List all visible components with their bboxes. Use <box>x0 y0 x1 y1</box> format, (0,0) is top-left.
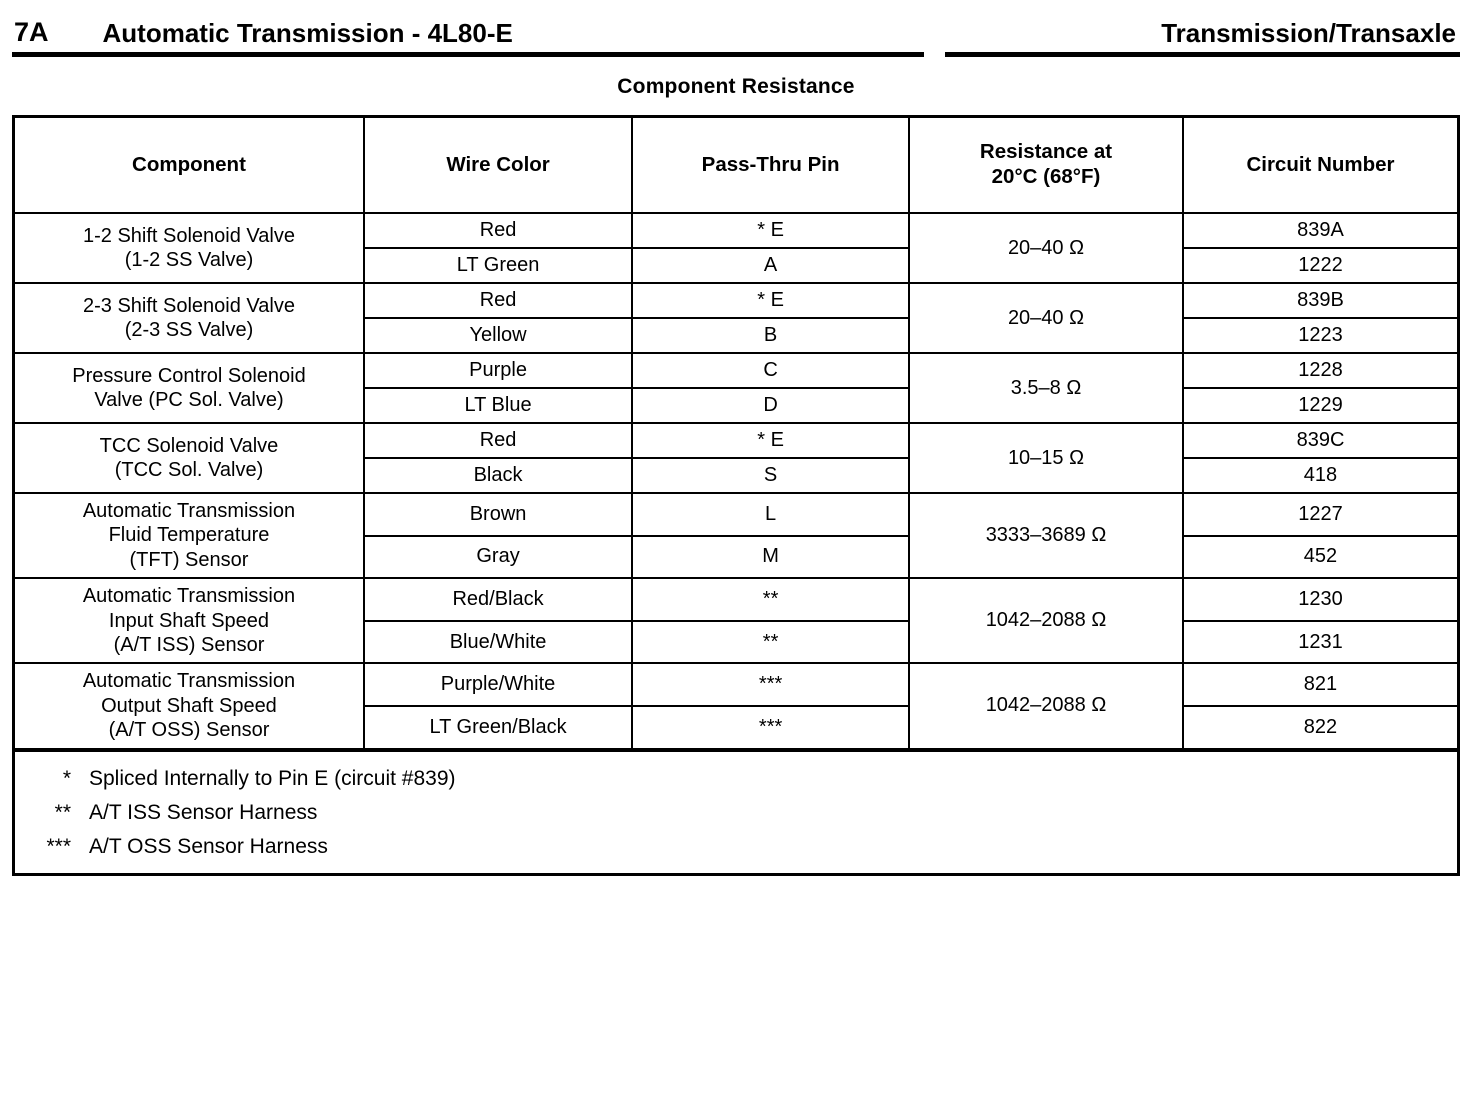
cell-component <box>15 578 364 663</box>
cell-resistance: 1042–2088 Ω <box>909 663 1183 748</box>
cell-circuit: 1229 <box>1183 388 1457 423</box>
column-header-component: Component <box>15 118 364 213</box>
column-header-wire-color: Wire Color <box>364 118 632 213</box>
component-line3: (A/T OSS) Sensor <box>108 719 270 742</box>
cell-pin: D <box>632 388 909 423</box>
component-line2: (TCC Sol. Valve) <box>114 459 264 481</box>
page-header <box>0 0 1472 46</box>
table-row <box>15 283 1457 318</box>
column-header-pass-thru-pin: Pass-Thru Pin <box>632 118 909 213</box>
cell-component <box>15 423 364 493</box>
cell-resistance: 3333–3689 Ω <box>909 493 1183 578</box>
cell-component <box>15 663 364 748</box>
footnote-text: A/T OSS Sensor Harness <box>89 835 328 859</box>
cell-wire-color: Gray <box>364 536 632 579</box>
cell-pin: * E <box>632 423 909 458</box>
cell-resistance: 20–40 Ω <box>909 213 1183 283</box>
table-row <box>15 423 1457 458</box>
cell-pin: A <box>632 248 909 283</box>
header-rule-gap <box>924 52 944 57</box>
cell-resistance: 3.5–8 Ω <box>909 353 1183 423</box>
cell-circuit: 839A <box>1183 213 1457 248</box>
footnote-mark: *** <box>46 835 71 859</box>
header-rule-right <box>945 52 1461 57</box>
footnotes <box>15 750 1457 873</box>
footnote-item <box>15 830 1457 864</box>
cell-wire-color: Red/Black <box>364 578 632 621</box>
resistance-header-line1: Resistance at <box>979 140 1113 164</box>
cell-circuit: 1222 <box>1183 248 1457 283</box>
cell-resistance: 20–40 Ω <box>909 283 1183 353</box>
table-row <box>15 663 1457 706</box>
component-line2: Valve (PC Sol. Valve) <box>94 389 284 411</box>
cell-circuit: 822 <box>1183 706 1457 749</box>
cell-wire-color: LT Green/Black <box>364 706 632 749</box>
cell-wire-color: LT Green <box>364 248 632 283</box>
cell-circuit: 821 <box>1183 663 1457 706</box>
component-line2: Fluid Temperature <box>108 524 270 547</box>
cell-circuit: 452 <box>1183 536 1457 579</box>
cell-component <box>15 353 364 423</box>
table-row <box>15 213 1457 248</box>
cell-pin: ** <box>632 621 909 664</box>
component-resistance-table <box>12 115 1460 876</box>
component-line3: (TFT) Sensor <box>129 548 249 571</box>
footnote-mark: * <box>62 766 71 790</box>
resistance-header-line2: 20°C (68°F) <box>991 165 1101 188</box>
cell-component <box>15 493 364 578</box>
footnote-mark: ** <box>54 800 71 824</box>
cell-component <box>15 213 364 283</box>
component-line2: Output Shaft Speed <box>101 694 277 717</box>
column-header-circuit-number: Circuit Number <box>1183 118 1457 213</box>
component-line1: Automatic Transmission <box>82 585 296 608</box>
cell-wire-color: Red <box>364 213 632 248</box>
cell-circuit: 418 <box>1183 458 1457 493</box>
cell-circuit: 839B <box>1183 283 1457 318</box>
component-line1: 2-3 Shift Solenoid Valve <box>82 294 295 317</box>
cell-wire-color: Blue/White <box>364 621 632 664</box>
table-row <box>15 578 1457 621</box>
cell-wire-color: Red <box>364 283 632 318</box>
page-title: Automatic Transmission - 4L80-E <box>102 18 513 48</box>
component-line1: TCC Solenoid Valve <box>99 434 279 457</box>
footnote-text: Spliced Internally to Pin E (circuit #839) <box>89 766 456 790</box>
cell-circuit: 1223 <box>1183 318 1457 353</box>
component-line1: Pressure Control Solenoid <box>72 364 306 387</box>
component-line2: (1-2 SS Valve) <box>124 249 254 271</box>
cell-circuit: 839C <box>1183 423 1457 458</box>
component-line2: (2-3 SS Valve) <box>124 319 254 341</box>
footnote-item <box>15 762 1457 796</box>
cell-wire-color: LT Blue <box>364 388 632 423</box>
cell-wire-color: Black <box>364 458 632 493</box>
footnote-text: A/T ISS Sensor Harness <box>89 800 318 824</box>
header-right-title: Transmission/Transaxle <box>1161 18 1456 48</box>
component-line2: Input Shaft Speed <box>108 609 270 632</box>
component-line1: Automatic Transmission <box>82 670 296 693</box>
cell-pin: C <box>632 353 909 388</box>
cell-pin: * E <box>632 283 909 318</box>
header-rule <box>12 52 1460 57</box>
cell-wire-color: Brown <box>364 493 632 536</box>
cell-circuit: 1228 <box>1183 353 1457 388</box>
cell-pin: B <box>632 318 909 353</box>
section-number: 7A <box>14 17 49 47</box>
cell-wire-color: Yellow <box>364 318 632 353</box>
cell-resistance: 10–15 Ω <box>909 423 1183 493</box>
footnote-item <box>15 796 1457 830</box>
cell-circuit: 1230 <box>1183 578 1457 621</box>
cell-pin: * E <box>632 213 909 248</box>
cell-wire-color: Red <box>364 423 632 458</box>
cell-wire-color: Purple <box>364 353 632 388</box>
cell-circuit: 1227 <box>1183 493 1457 536</box>
component-line1: 1-2 Shift Solenoid Valve <box>82 224 295 247</box>
component-line1: Automatic Transmission <box>82 500 296 522</box>
cell-pin: *** <box>632 663 909 706</box>
cell-component <box>15 283 364 353</box>
cell-pin: S <box>632 458 909 493</box>
cell-pin: *** <box>632 706 909 749</box>
cell-resistance: 1042–2088 Ω <box>909 578 1183 663</box>
cell-circuit: 1231 <box>1183 621 1457 664</box>
cell-pin: ** <box>632 578 909 621</box>
table-caption: Component Resistance <box>617 75 855 98</box>
table-row <box>15 353 1457 388</box>
component-line3: (A/T ISS) Sensor <box>113 633 265 656</box>
cell-pin: L <box>632 493 909 536</box>
table-header-row <box>15 118 1457 213</box>
cell-pin: M <box>632 536 909 579</box>
header-rule-left <box>12 52 924 57</box>
table-row <box>15 493 1457 536</box>
column-header-resistance <box>909 118 1183 213</box>
cell-wire-color: Purple/White <box>364 663 632 706</box>
